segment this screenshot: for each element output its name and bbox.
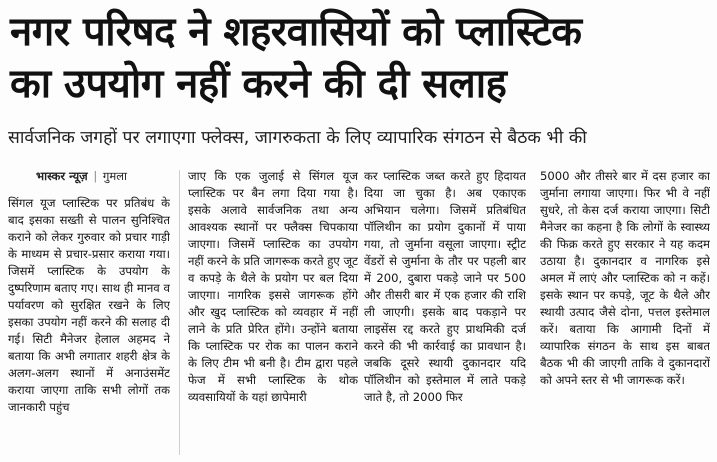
article-column-1 xyxy=(8,168,170,458)
article-paragraph-4: 5000 और तीसरे बार में दस हजार का जुर्माना लगाया जाएगा। फिर भी वे नहीं सुधरे, तो केस दर्ज कराया जाएगा। सिटी मैनेजर का कहना है कि लोगों के स्वास्थ्य की फिक्र करते हुए सरकार ने यह कदम उठाया है। दुकानदार व नागरिक इसे अमल में लाएं और प्लास्टिक को न कहें। इसके स्थान पर कपड़े, जूट के थैले और स्थायी उत्पाद जैसे दोना, पत्तल इस्तेमाल करें। बताया कि आगामी दिनों में व्यापारिक संगठन के साथ इस बाबत बैठक भी की जाएगी ताकि वे दुकानदारों को अपने स्तर से भी जागरूक करें। xyxy=(540,169,710,387)
article-paragraph-3: कर प्लास्टिक जब्त करते हुए हिदायत दिया जा चुका है। अब एकाएक अभियान चलेगा। जिसमें प्रतिबंधित पॉलिथीन का प्रयोग दुकानों में पाया गया, तो जुर्माना वसूला जाएगा। स्ट्रीट वेंडरों से जुर्माना के तौर पर पहली बार में 200, दुबारा पकड़े जाने पर 500 और तीसरी बार में एक हजार की राशि ली जाएगी। इसके बाद पकड़ाने पर लाइसेंस रद्द करते हुए प्राथमिकी दर्ज करने की भी कार्रवाई का प्रावधान है। जबकि दूसरे स्थायी दुकानदार यदि पॉलिथीन को इस्तेमाल में लाते पकड़े जाते है, तो 2000 फिर xyxy=(364,169,526,404)
headline xyxy=(10,6,710,110)
headline-line-2: का उपयोग नहीं करने की दी सलाह xyxy=(10,61,507,107)
article-paragraph-1: सिंगल यूज प्लास्टिक पर प्रतिबंध के बाद इसका सख्ती से पालन सुनिश्चित कराने को लेकर गुरुवार को प्रचार गाड़ी के माध्यम से प्रचार-प्रसार कराया गया। जिसमें प्लास्टिक के उपयोग के दुष्परिणाम बताए गए। साथ ही मानव व पर्यावरण को सुरक्षित रखने के लिए इसका उपयोग नहीं करने की सलाह दी गई। सिटी मैनेजर हेलाल अहमद ने बताया कि अभी लगातार शहरी क्षेत्र के अलग-अलग स्थानों में अनाउंसमेंट कराया जाएगा ताकि सभी लोगों तक जानकारी पहुंच xyxy=(8,196,170,414)
article-column-2 xyxy=(188,168,358,458)
article-paragraph-2: जाए कि एक जुलाई से सिंगल यूज प्लास्टिक पर बैन लगा दिया गया है। इसके अलावे सार्वजनिक तथा अन्य आवश्यक स्थानों पर फ्लैक्स चिपकाया जाएगा। जिसमें प्लास्टिक का उपयोग नहीं करने के प्रति जागरूक करते हुए जूट व कपड़े के थैले के प्रयोग पर बल दिया जाएगा। नागरिक इससे जागरूक होंगे और खुद प्लास्टिक को व्यवहार में नहीं लाने के प्रति प्रेरित होंगे। उन्होंने बताया कि प्लास्टिक पर रोक का पालन कराने के लिए टीम भी बनी है। टीम द्वारा पहले फेज में सभी प्लास्टिक के थोक व्यवसायियों के यहां छापेमारी xyxy=(188,169,358,404)
byline-place: गुमला xyxy=(102,169,127,183)
article-column-4 xyxy=(540,168,710,458)
byline-org: भास्कर न्यूज़ xyxy=(36,169,88,183)
subheadline: सार्वजनिक जगहों पर लगाएगा फ्लेक्स, जागरुकता के लिए व्यापारिक संगठन से बैठक भी की xyxy=(8,128,587,148)
byline-separator: | xyxy=(93,169,98,183)
article-column-3 xyxy=(364,168,526,458)
byline xyxy=(8,168,170,185)
headline-line-1: नगर परिषद ने शहरवासियों को प्लास्टिक xyxy=(10,9,582,55)
column-divider xyxy=(179,170,180,455)
